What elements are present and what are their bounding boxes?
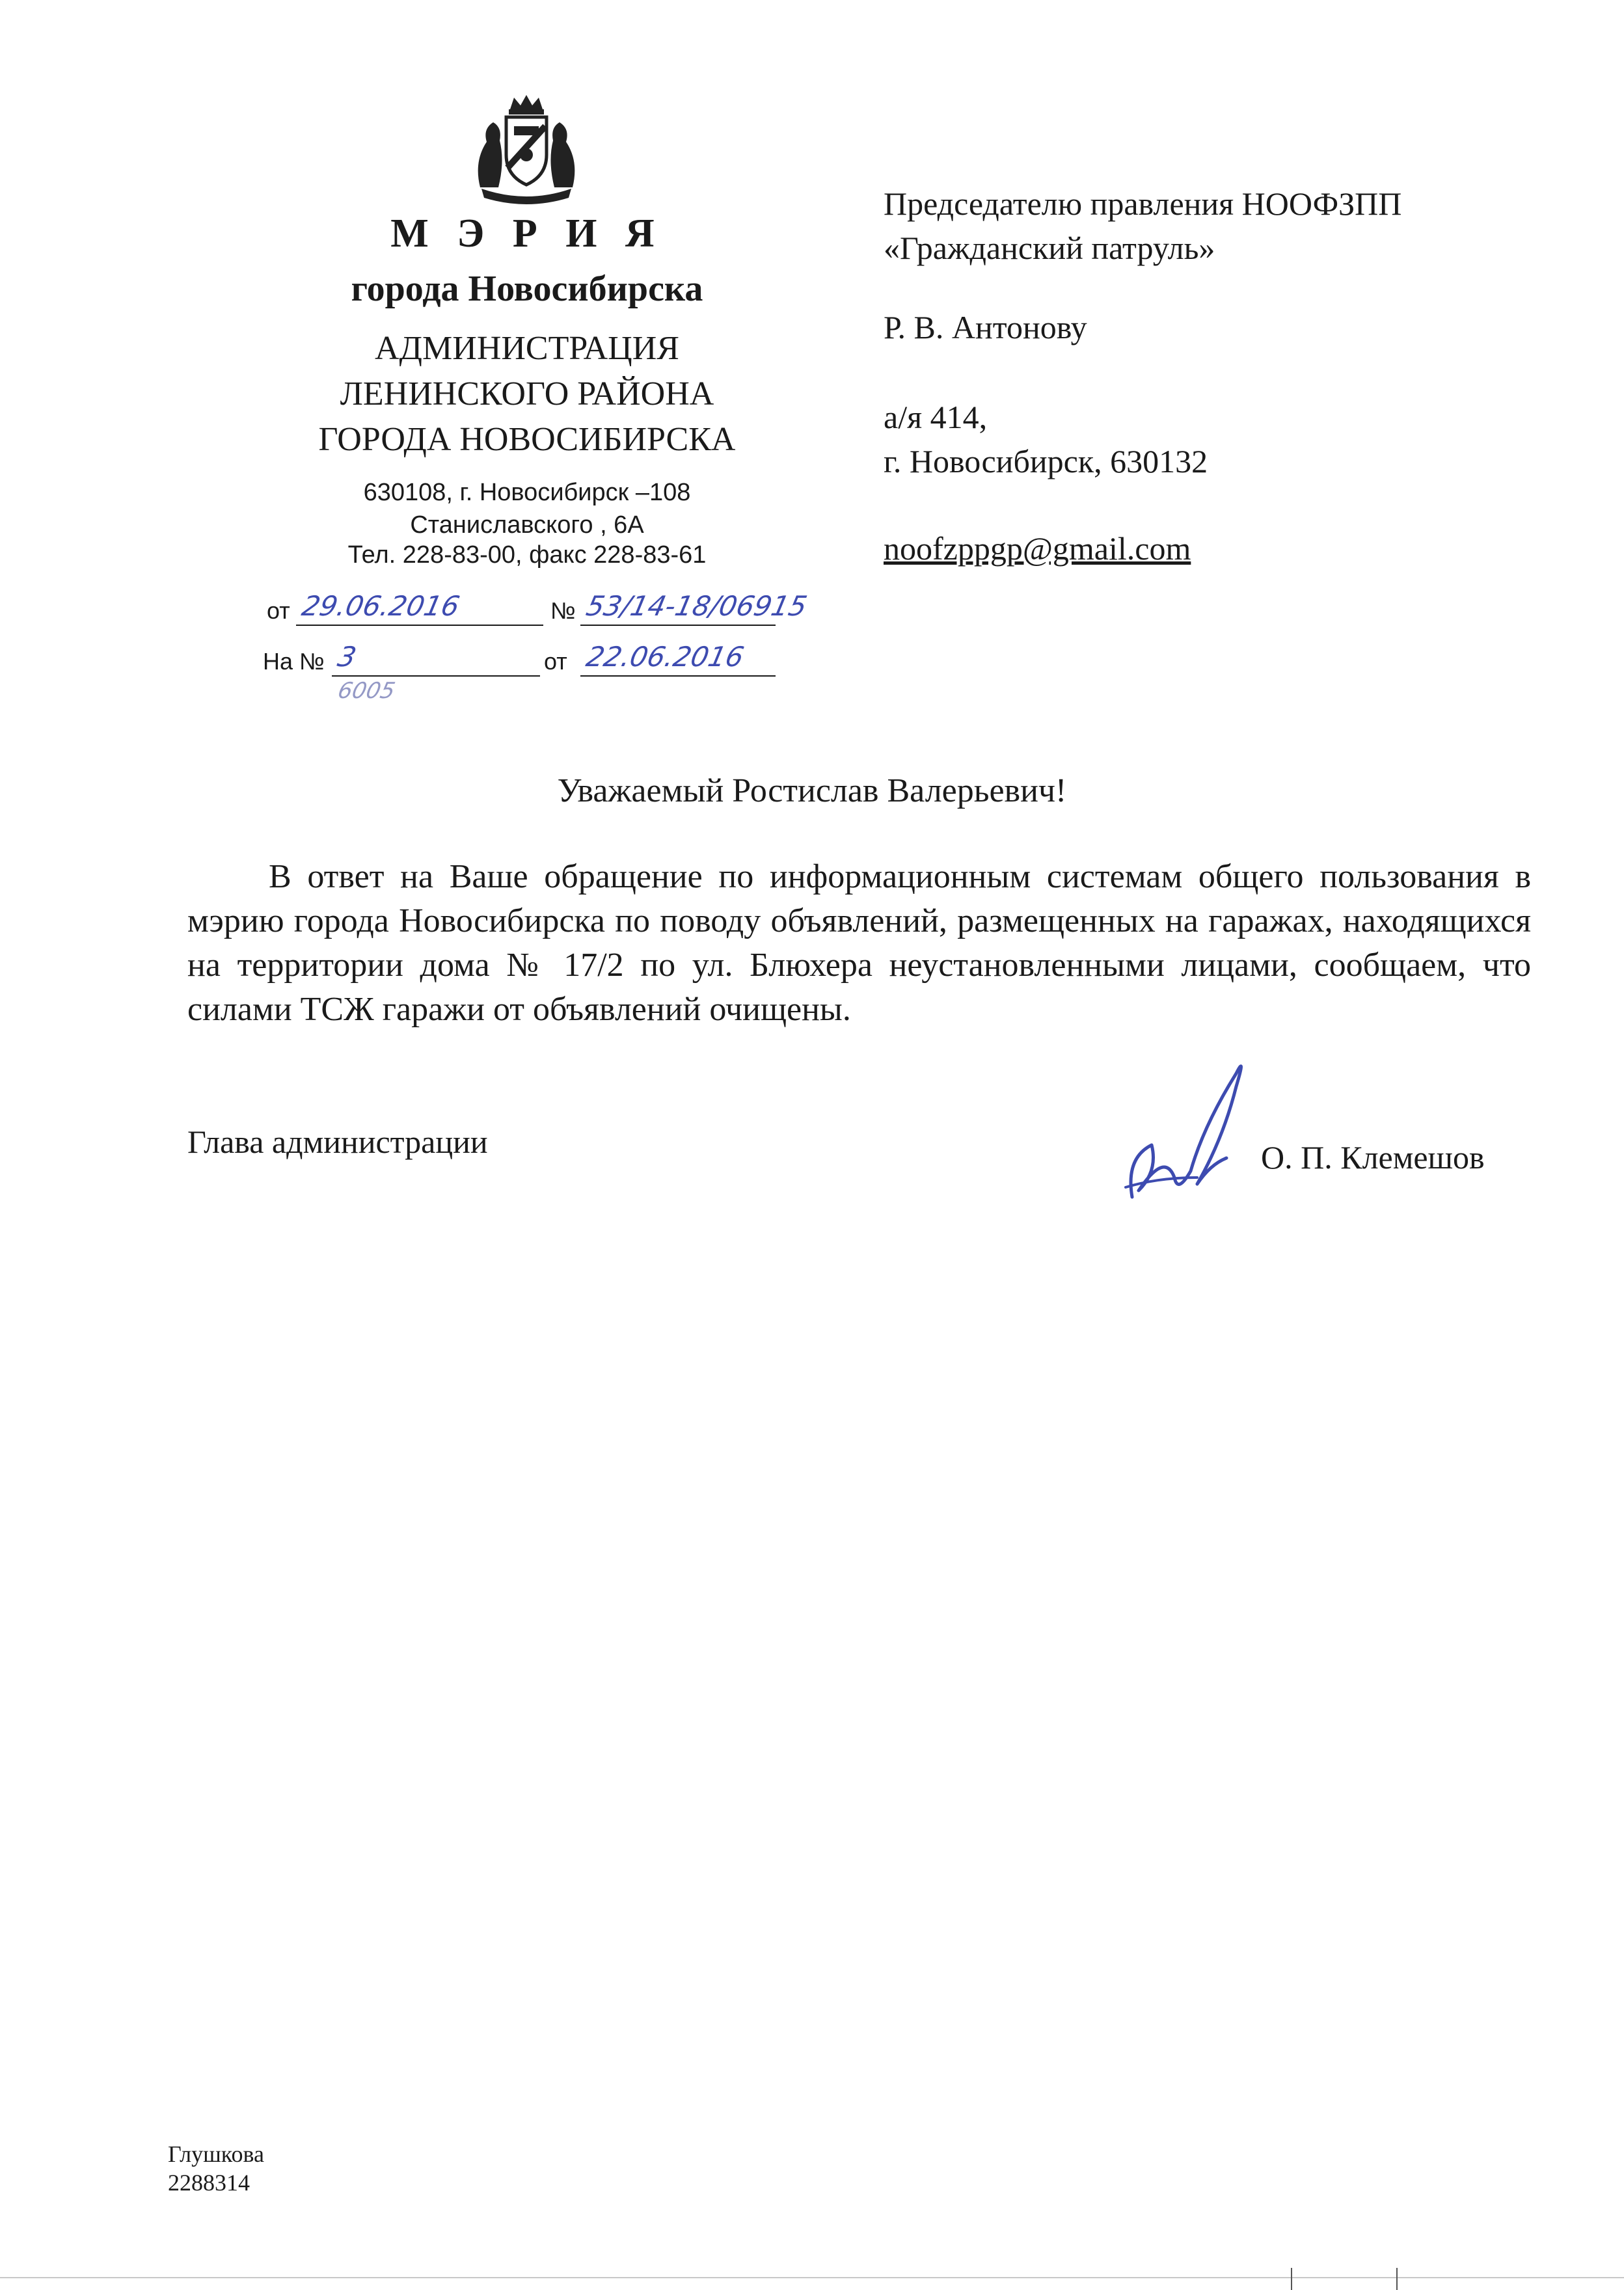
- letterhead-contact-line: Тел. 228-83-00, факс 228-83-61: [347, 541, 707, 569]
- handwritten-signature: [1113, 1047, 1308, 1217]
- signatory-name: О. П. Клемешов: [1261, 1139, 1485, 1176]
- reply-date-handwritten: 22.06.2016: [583, 641, 747, 673]
- salutation: Уважаемый Ростислав Валерьевич!: [557, 772, 1067, 809]
- executor-phone: 2288314: [168, 2170, 250, 2196]
- outgoing-number-handwritten: 53/14-18/06915: [583, 590, 810, 622]
- letterhead-admin-line: ЛЕНИНСКОГО РАЙОНА: [340, 375, 714, 412]
- letterhead-address-line: 630108, г. Новосибирск –108: [363, 479, 691, 506]
- reply-number-label: На №: [263, 648, 325, 675]
- recipient-name: Р. В. Антонову: [884, 309, 1087, 345]
- signatory-position: Глава администрации: [187, 1124, 488, 1160]
- outgoing-date-field: [296, 586, 543, 626]
- recipient-email: noofzppgp@gmail.com: [884, 530, 1191, 567]
- outgoing-date-handwritten: 29.06.2016: [299, 590, 463, 622]
- recipient-position: Председателю правления НООФЗПП: [884, 185, 1402, 222]
- scan-edge-line: [0, 2277, 1624, 2278]
- scan-edge-mark: [1396, 2268, 1398, 2290]
- scan-edge-mark: [1291, 2268, 1292, 2290]
- letterhead-admin-line: АДМИНИСТРАЦИЯ: [375, 330, 679, 367]
- letterhead-title: М Э Р И Я: [390, 211, 664, 256]
- executor-name: Глушкова: [168, 2141, 264, 2167]
- letterhead-city: города Новосибирска: [351, 269, 703, 309]
- recipient-city: г. Новосибирск, 630132: [884, 443, 1208, 479]
- reply-number-handwritten: 3: [334, 641, 359, 673]
- letterhead-address-line: Станиславского , 6А: [410, 511, 644, 539]
- outgoing-number-label: №: [550, 597, 576, 624]
- outgoing-number-field: [580, 586, 810, 626]
- reply-number-field: [332, 636, 540, 677]
- reply-date-label: от: [544, 648, 567, 675]
- recipient-po-box: а/я 414,: [884, 399, 988, 435]
- coat-of-arms-emblem: [467, 90, 586, 208]
- letterhead-admin-line: ГОРОДА НОВОСИБИРСКА: [318, 421, 736, 458]
- incoming-number-handwritten: 6005: [335, 678, 398, 704]
- letter-body: В ответ на Ваше обращение по информационным системам общего пользования в мэрию города Новосибирска по поводу объявлений, размещенных на гаражах, находящихся на территории дома № 17/2 по ул. Блюхера неустановленными лицами, сообщаем, что силами ТСЖ гаражи от объявлений очищены.: [187, 858, 1531, 1028]
- outgoing-date-label: от: [267, 597, 290, 624]
- recipient-organization: «Гражданский патруль»: [884, 230, 1215, 266]
- reply-date-field: [580, 636, 776, 677]
